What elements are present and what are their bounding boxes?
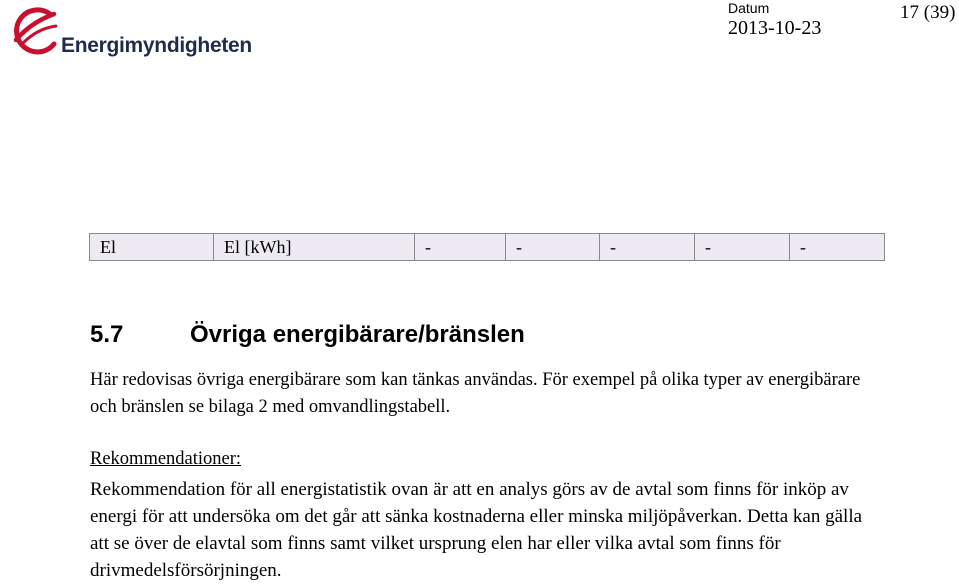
table-cell: El — [90, 234, 214, 261]
section-heading — [90, 321, 525, 349]
table-cell: El [kWh] — [214, 234, 415, 261]
page-number: 17 (39) — [900, 2, 956, 23]
table-row — [90, 234, 885, 261]
recommendation-heading: Rekommendationer: — [90, 449, 242, 469]
logo-swoosh-icon — [6, 4, 64, 56]
energy-table — [89, 233, 885, 261]
recommendation-paragraph: Rekommendation för all energistatistik ovan är att en analys görs av de avtal som finns för inköp av energi för att undersöka om det går att sänka kostnaderna eller minska miljöpåverkan. Detta kan gälla att se över de elavtal som finns samt vilket ursprung elen har eller vilka avtal som finns för drivmedelsförsörjningen. — [90, 479, 863, 581]
table-cell: - — [506, 234, 600, 261]
table-cell: - — [600, 234, 695, 261]
section-title: Övriga energibärare/bränslen — [190, 321, 525, 348]
energimyndigheten-logo — [6, 4, 252, 57]
date-label: Datum — [728, 0, 770, 16]
date-value: 2013-10-23 — [728, 17, 822, 39]
logo-text: Energimyndigheten — [61, 34, 252, 57]
table-cell: - — [415, 234, 506, 261]
table-cell: - — [695, 234, 790, 261]
table-cell: - — [790, 234, 885, 261]
intro-paragraph: Här redovisas övriga energibärare som kan tänkas användas. För exempel på olika typer av energibärare och bränslen se bilaga 2 med omvandlingstabell. — [90, 370, 861, 417]
section-number: 5.7 — [90, 321, 124, 348]
